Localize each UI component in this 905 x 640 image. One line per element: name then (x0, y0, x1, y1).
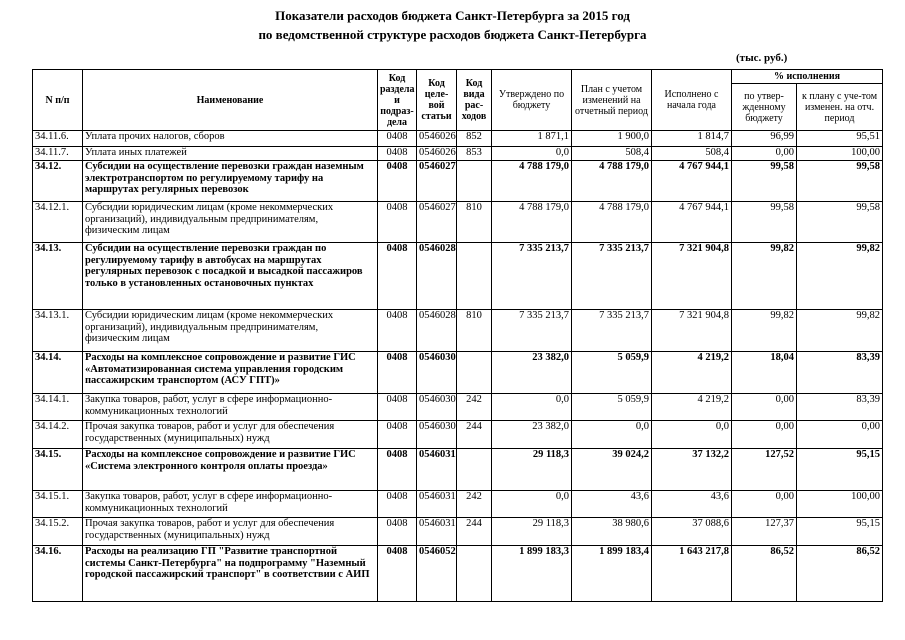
row-approved: 0,0 (492, 147, 572, 161)
row-csr: 0546026 (417, 131, 457, 147)
row-plan: 43,6 (572, 491, 652, 518)
row-name: Субсидии на осуществление перевозки граждан наземным электротранспортом по регулируемому тарифу на маршрутах регулярных перевозок (83, 161, 378, 202)
row-pct-budget: 18,04 (732, 352, 797, 394)
row-number: 34.14.1. (33, 394, 83, 421)
row-name: Субсидии юридическим лицам (кроме некоммерческих организаций), индивидуальным предпринимателям, физическим лицам (83, 310, 378, 352)
row-approved: 4 788 179,0 (492, 161, 572, 202)
row-plan: 5 059,9 (572, 352, 652, 394)
row-name: Субсидии юридическим лицам (кроме некоммерческих организаций), индивидуальным предпринимателям, физическим лицам (83, 202, 378, 243)
table-row (33, 352, 883, 394)
table-row (33, 161, 883, 202)
row-done: 508,4 (652, 147, 732, 161)
row-pct-plan: 100,00 (797, 491, 883, 518)
table-row (33, 394, 883, 421)
row-vr: 244 (457, 518, 492, 546)
row-approved: 29 118,3 (492, 518, 572, 546)
row-done: 1 814,7 (652, 131, 732, 147)
row-plan: 39 024,2 (572, 449, 652, 491)
row-pct-budget: 127,37 (732, 518, 797, 546)
row-csr: 0546030 (417, 394, 457, 421)
row-approved: 1 899 183,3 (492, 546, 572, 602)
row-number: 34.15.2. (33, 518, 83, 546)
row-csr: 0546028 (417, 310, 457, 352)
table-header (33, 70, 883, 131)
row-csr: 0546027 (417, 202, 457, 243)
row-csr: 0546031 (417, 449, 457, 491)
header-name: Наименование (83, 70, 378, 131)
row-done: 4 219,2 (652, 394, 732, 421)
table-row (33, 546, 883, 602)
row-csr: 0546026 (417, 147, 457, 161)
row-csr: 0546030 (417, 352, 457, 394)
row-plan: 1 899 183,4 (572, 546, 652, 602)
row-pct-plan: 99,82 (797, 243, 883, 310)
row-number: 34.14. (33, 352, 83, 394)
row-razdel: 0408 (378, 147, 417, 161)
row-name: Субсидии на осуществление перевозки граждан по регулируемому тарифу в автобусах на маршрутах регулярных перевозок с посадкой и высадкой пассажиров только в установленных остановочных пунктах (83, 243, 378, 310)
row-pct-plan: 0,00 (797, 421, 883, 449)
row-number: 34.15. (33, 449, 83, 491)
row-razdel: 0408 (378, 449, 417, 491)
row-done: 1 643 217,8 (652, 546, 732, 602)
row-pct-plan: 83,39 (797, 394, 883, 421)
table-row (33, 518, 883, 546)
row-razdel: 0408 (378, 243, 417, 310)
report-title: Показатели расходов бюджета Санкт-Петербурга за 2015 год (275, 8, 630, 23)
row-razdel: 0408 (378, 394, 417, 421)
row-pct-budget: 127,52 (732, 449, 797, 491)
row-pct-plan: 95,15 (797, 518, 883, 546)
header-pct-budget: по утвер-жденному бюджету (732, 84, 797, 131)
row-vr (457, 243, 492, 310)
row-approved: 4 788 179,0 (492, 202, 572, 243)
row-plan: 4 788 179,0 (572, 161, 652, 202)
row-done: 4 767 944,1 (652, 202, 732, 243)
header-pct: % исполнения (732, 70, 883, 84)
table-row (33, 202, 883, 243)
row-razdel: 0408 (378, 491, 417, 518)
row-plan: 0,0 (572, 421, 652, 449)
header-done: Исполнено с начала года (652, 70, 732, 131)
row-plan: 508,4 (572, 147, 652, 161)
row-razdel: 0408 (378, 161, 417, 202)
budget-table (32, 69, 883, 602)
row-name: Прочая закупка товаров, работ и услуг для обеспечения государственных (муниципальных) нужд (83, 518, 378, 546)
row-approved: 7 335 213,7 (492, 243, 572, 310)
row-approved: 23 382,0 (492, 352, 572, 394)
unit-label: (тыс. руб.) (736, 52, 788, 64)
row-name: Закупка товаров, работ, услуг в сфере информационно-коммуникационных технологий (83, 394, 378, 421)
row-pct-plan: 86,52 (797, 546, 883, 602)
header-pct-plan: к плану с уче-том изменен. на отч. период (797, 84, 883, 131)
row-pct-budget: 99,82 (732, 243, 797, 310)
row-vr: 810 (457, 310, 492, 352)
row-done: 43,6 (652, 491, 732, 518)
row-razdel: 0408 (378, 131, 417, 147)
row-pct-plan: 99,58 (797, 202, 883, 243)
row-vr (457, 546, 492, 602)
row-approved: 0,0 (492, 491, 572, 518)
report-subtitle: по ведомственной структуре расходов бюджета Санкт-Петербурга (258, 27, 647, 42)
row-plan: 5 059,9 (572, 394, 652, 421)
row-number: 34.12. (33, 161, 83, 202)
row-approved: 7 335 213,7 (492, 310, 572, 352)
table-row (33, 449, 883, 491)
row-number: 34.12.1. (33, 202, 83, 243)
row-pct-budget: 99,82 (732, 310, 797, 352)
row-vr: 852 (457, 131, 492, 147)
row-pct-plan: 95,15 (797, 449, 883, 491)
row-number: 34.13.1. (33, 310, 83, 352)
header-csr: Код целе-вой статьи (417, 70, 457, 131)
row-vr: 242 (457, 491, 492, 518)
row-done: 7 321 904,8 (652, 243, 732, 310)
table-row (33, 491, 883, 518)
row-vr (457, 161, 492, 202)
row-plan: 4 788 179,0 (572, 202, 652, 243)
row-vr: 810 (457, 202, 492, 243)
row-number: 34.11.7. (33, 147, 83, 161)
row-done: 4 767 944,1 (652, 161, 732, 202)
table-row (33, 147, 883, 161)
row-done: 37 132,2 (652, 449, 732, 491)
row-done: 4 219,2 (652, 352, 732, 394)
header-vr: Код вида рас-ходов (457, 70, 492, 131)
row-pct-plan: 83,39 (797, 352, 883, 394)
table-row (33, 131, 883, 147)
row-number: 34.11.6. (33, 131, 83, 147)
row-pct-budget: 0,00 (732, 394, 797, 421)
row-plan: 1 900,0 (572, 131, 652, 147)
row-plan: 38 980,6 (572, 518, 652, 546)
row-pct-budget: 0,00 (732, 147, 797, 161)
row-pct-budget: 96,99 (732, 131, 797, 147)
row-csr: 0546031 (417, 518, 457, 546)
row-name: Прочая закупка товаров, работ и услуг для обеспечения государственных (муниципальных) нужд (83, 421, 378, 449)
row-razdel: 0408 (378, 202, 417, 243)
row-csr: 0546027 (417, 161, 457, 202)
row-approved: 1 871,1 (492, 131, 572, 147)
table-row (33, 421, 883, 449)
row-razdel: 0408 (378, 546, 417, 602)
row-pct-budget: 86,52 (732, 546, 797, 602)
row-pct-plan: 99,82 (797, 310, 883, 352)
row-done: 7 321 904,8 (652, 310, 732, 352)
row-pct-budget: 0,00 (732, 421, 797, 449)
row-pct-plan: 99,58 (797, 161, 883, 202)
header-plan: План с учетом изменений на отчетный период (572, 70, 652, 131)
row-pct-budget: 0,00 (732, 491, 797, 518)
row-name: Уплата иных платежей (83, 147, 378, 161)
row-approved: 23 382,0 (492, 421, 572, 449)
row-approved: 0,0 (492, 394, 572, 421)
row-name: Расходы на реализацию ГП "Развитие транспортной системы Санкт-Петербурга" на подпрограмму "Наземный городской пассажирский транспорт" в соответствии с АИП (83, 546, 378, 602)
row-razdel: 0408 (378, 352, 417, 394)
row-name: Уплата прочих налогов, сборов (83, 131, 378, 147)
header-razdel: Код раздела и подраз-дела (378, 70, 417, 131)
row-csr: 0546028 (417, 243, 457, 310)
row-vr (457, 352, 492, 394)
header-approved: Утверждено по бюджету (492, 70, 572, 131)
row-approved: 29 118,3 (492, 449, 572, 491)
row-plan: 7 335 213,7 (572, 243, 652, 310)
row-pct-budget: 99,58 (732, 202, 797, 243)
row-csr: 0546030 (417, 421, 457, 449)
row-name: Расходы на комплексное сопровождение и развитие ГИС «Система электронного контроля оплаты проезда» (83, 449, 378, 491)
header-num: N п/п (33, 70, 83, 131)
row-name: Расходы на комплексное сопровождение и развитие ГИС «Автоматизированная система управления городским пассажирским транспортом (АСУ ГПТ)» (83, 352, 378, 394)
table-row (33, 310, 883, 352)
row-name: Закупка товаров, работ, услуг в сфере информационно-коммуникационных технологий (83, 491, 378, 518)
row-pct-plan: 95,51 (797, 131, 883, 147)
row-razdel: 0408 (378, 518, 417, 546)
row-vr: 242 (457, 394, 492, 421)
table-row (33, 243, 883, 310)
row-pct-plan: 100,00 (797, 147, 883, 161)
row-vr: 853 (457, 147, 492, 161)
row-vr (457, 449, 492, 491)
row-number: 34.16. (33, 546, 83, 602)
row-done: 0,0 (652, 421, 732, 449)
row-done: 37 088,6 (652, 518, 732, 546)
row-pct-budget: 99,58 (732, 161, 797, 202)
row-razdel: 0408 (378, 421, 417, 449)
row-number: 34.13. (33, 243, 83, 310)
row-number: 34.14.2. (33, 421, 83, 449)
row-csr: 0546031 (417, 491, 457, 518)
row-razdel: 0408 (378, 310, 417, 352)
row-csr: 0546052 (417, 546, 457, 602)
row-plan: 7 335 213,7 (572, 310, 652, 352)
table-body (33, 131, 883, 602)
row-vr: 244 (457, 421, 492, 449)
row-number: 34.15.1. (33, 491, 83, 518)
